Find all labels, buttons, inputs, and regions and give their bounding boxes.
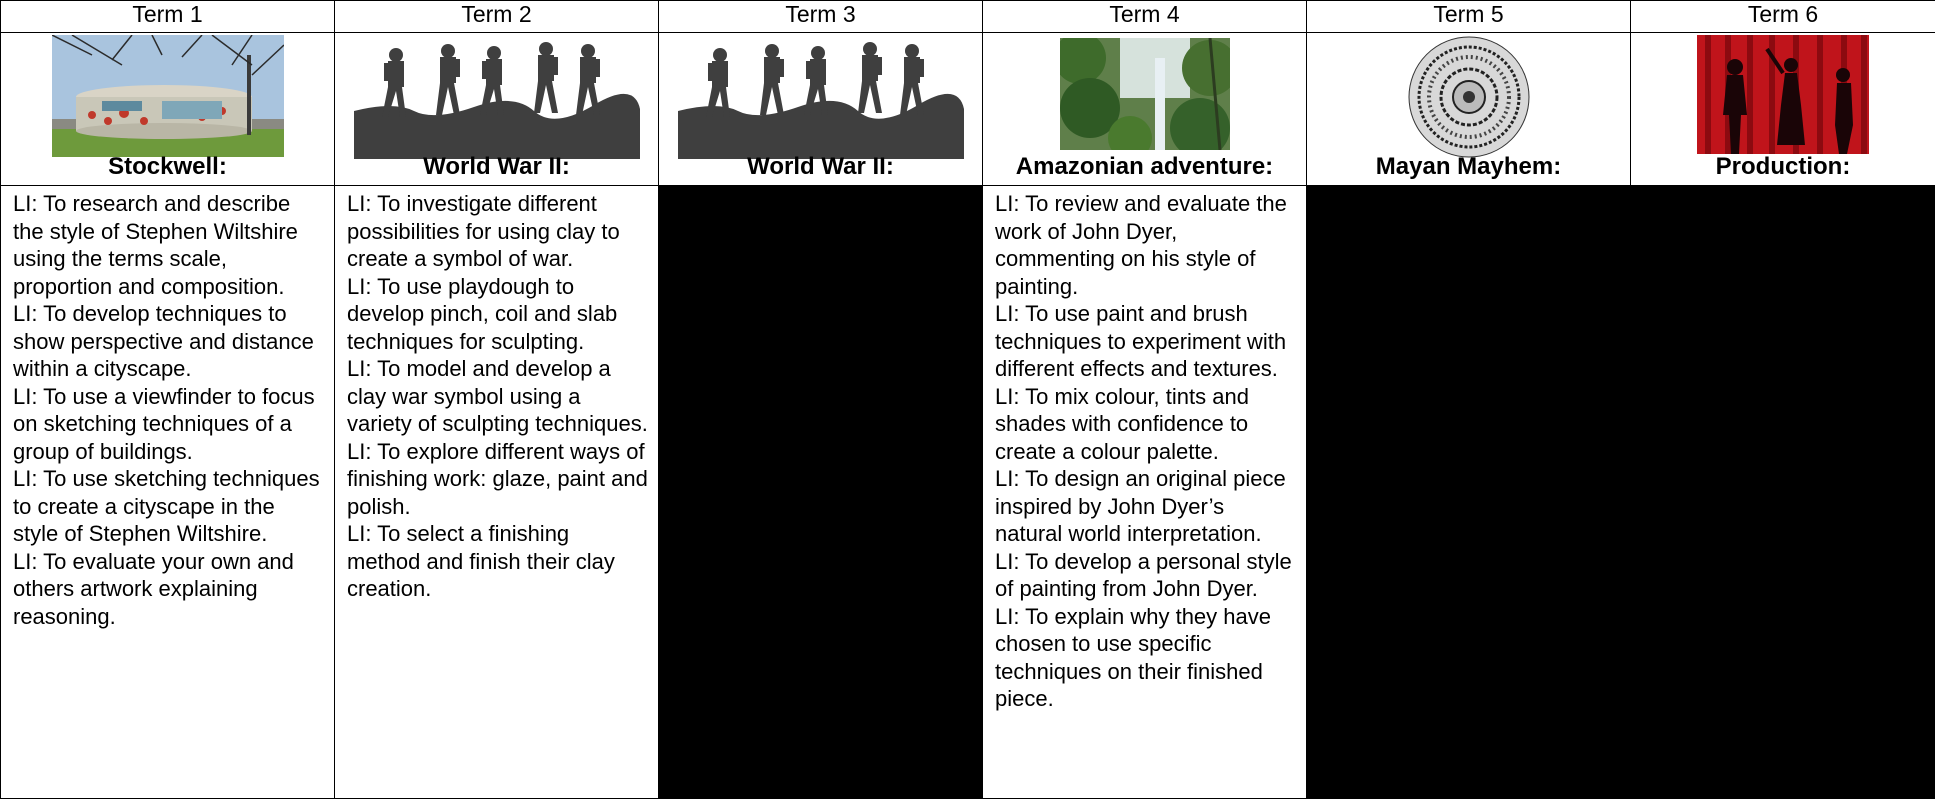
term-3-topic: World War II: [747,153,894,180]
term-3-header: Term 3 [659,1,983,33]
topic-image-row [1,33,1935,186]
term-1-objectives [1,186,334,630]
term-5-objectives-cell [1307,186,1631,799]
term-2-objectives-cell [335,186,659,799]
term-header-row [1,1,1935,33]
learning-objective: LI: To use paint and brush techniques to experiment with different effects and textures. [995,301,1287,381]
term-4-header: Term 4 [983,1,1307,33]
term-1-header: Term 1 [1,1,335,33]
term-4-objectives [983,186,1306,713]
term-5-header: Term 5 [1307,1,1631,33]
learning-objective: LI: To develop techniques to show perspective and distance within a cityscape. [13,301,314,381]
learning-objective: LI: To develop a personal style of painting from John Dyer. [995,548,1292,601]
term-4-objectives-cell [983,186,1307,799]
term-6-topic: Production: [1715,153,1851,180]
term-4-topic: Amazonian adventure: [1015,153,1274,180]
learning-objective: LI: To use playdough to develop pinch, coil and slab techniques for sculpting. [347,273,618,354]
term-2-topic-cell [335,33,659,186]
soldiers-silhouette-image [354,41,640,159]
learning-objective: LI: To design an original piece inspired by John Dyer’s natural world interpretation. [995,466,1286,546]
learning-objective: LI: To explain why they have chosen to use specific techniques on their finished piece. [995,603,1271,711]
term-6-topic-cell [1631,33,1935,186]
learning-objective: LI: To explore different ways of finishing work: glaze, paint and polish. [347,438,648,519]
term-2-topic: World War II: [423,153,570,180]
learning-objective: LI: To use sketching techniques to create a cityscape in the style of Stephen Wiltshire. [13,466,320,546]
term-1-topic-cell [1,33,335,186]
learning-objective: LI: To research and describe the style of Stephen Wiltshire using the terms scale, proportion and composition. [13,191,298,299]
term-6-objectives-cell [1631,186,1935,799]
term-2-header: Term 2 [335,1,659,33]
learning-objective: LI: To model and develop a clay war symbol using a variety of sculpting techniques. [347,356,648,436]
term-5-topic: Mayan Mayhem: [1375,153,1562,180]
soldiers-silhouette-image [678,41,964,159]
term-5-topic-cell [1307,33,1631,186]
term-3-topic-cell [659,33,983,186]
learning-objective: LI: To investigate different possibilities for using clay to create a symbol of war. [347,191,620,271]
term-1-topic: Stockwell: [108,153,227,180]
term-3-objectives-cell [659,186,983,799]
learning-objective: LI: To evaluate your own and others artwork explaining reasoning. [13,548,294,629]
learning-objective: LI: To select a finishing method and finish their clay creation. [347,521,615,601]
rainforest-waterfall-image [1060,38,1230,150]
objectives-row [1,186,1935,799]
learning-objective: LI: To review and evaluate the work of John Dyer, commenting on his style of painting. [995,191,1287,299]
term-1-objectives-cell [1,186,335,799]
term-6-header: Term 6 [1631,1,1935,33]
stockwell-mural-image [52,35,284,157]
learning-objective: LI: To use a viewfinder to focus on sketching techniques of a group of buildings. [13,383,315,464]
stage-production-image [1697,35,1869,154]
mayan-calendar-image [1408,36,1530,158]
term-2-objectives [335,186,658,603]
learning-objective: LI: To mix colour, tints and shades with confidence to create a colour palette. [995,383,1249,464]
term-4-topic-cell [983,33,1307,186]
